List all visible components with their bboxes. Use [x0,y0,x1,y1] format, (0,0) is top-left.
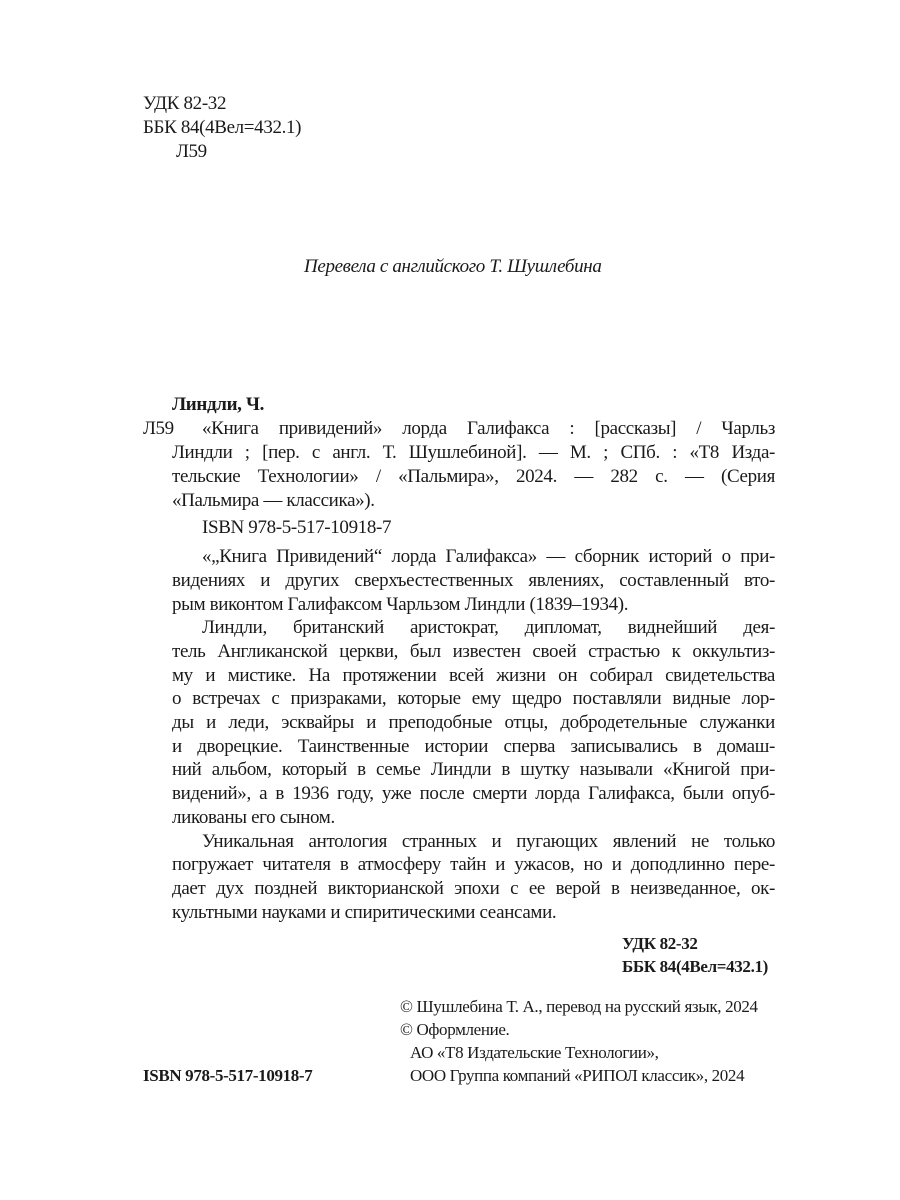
footer-isbn: ISBN 978-5-517-10918-7 [143,1066,313,1085]
annotation-line: о встречах с призраками, которые ему щедро поставляли видные лор- [172,688,775,709]
annotation-line: ний альбом, который в семье Линдли в шутку называли «Книгой при- [172,759,775,780]
header-bbk: ББК 84(4Вел=432.1) [143,117,302,138]
bib-line: «Книга привидений» лорда Галифакса : [рассказы] / Чарльз [202,418,775,439]
annotation-line: культными науками и спиритическими сеансами. [172,902,557,923]
annotation-line: Уникальная антология странных и пугающих явлений не только [202,831,775,852]
copyright-line: © Шушлебина Т. А., перевод на русский язык, 2024 [400,997,758,1016]
annotation-line: тель Англиканской церкви, был известен своей страстью к оккультиз- [172,641,775,662]
annotation-line: ликованы его сыном. [172,807,335,828]
annotation-line: ды и леди, эсквайры и преподобные отцы, добродетельные служанки [172,712,775,733]
catalog-bbk: ББК 84(4Вел=432.1) [622,957,768,976]
annotation-line: погружает читателя в атмосферу тайн и ужасов, но и доподлинно пере- [172,854,775,875]
annotation-line: рым виконтом Галифаксом Чарльзом Линдли (1839–1934). [172,594,629,615]
annotation-line: Линдли, британский аристократ, дипломат, виднейший дея- [202,617,775,638]
annotation-line: дает дух поздней викторианской эпохи с ее верой в неизведанное, ок- [172,878,775,899]
header-udk: УДК 82-32 [143,93,227,114]
annotation-line: му и мистике. На протяжении всей жизни он собирал свидетельства [172,665,775,686]
annotation-line: и дворецкие. Таинственные истории сперва записывались в домаш- [172,736,775,757]
annotation-line: «„Книга Привидений“ лорда Галифакса» — сборник историй о при- [202,546,775,567]
catalog-author-mark: Л59 [143,418,174,439]
translator-note: Перевела с английского Т. Шушлебина [304,256,602,277]
copyright-line: © Оформление. [400,1020,510,1039]
annotation-line: видениях и других сверхъестественных явлениях, составленный вто- [172,570,775,591]
catalog-udk: УДК 82-32 [622,934,698,953]
catalog-isbn: ISBN 978-5-517-10918-7 [202,517,392,538]
author-heading: Линдли, Ч. [172,394,264,415]
copyright-line: ООО Группа компаний «РИПОЛ классик», 2024 [410,1066,745,1085]
annotation-line: видений», а в 1936 году, уже после смерти лорда Галифакса, были опуб- [172,783,775,804]
bib-line: тельские Технологии» / «Пальмира», 2024. — 282 с. — (Серия [172,466,775,487]
header-author-mark: Л59 [176,141,207,162]
bib-line: Линдли ; [пер. с англ. Т. Шушлебиной]. — М. ; СПб. : «Т8 Изда- [172,442,775,463]
copyright-line: АО «Т8 Издательские Технологии», [410,1043,659,1062]
bib-line: «Пальмира — классика»). [172,490,375,511]
